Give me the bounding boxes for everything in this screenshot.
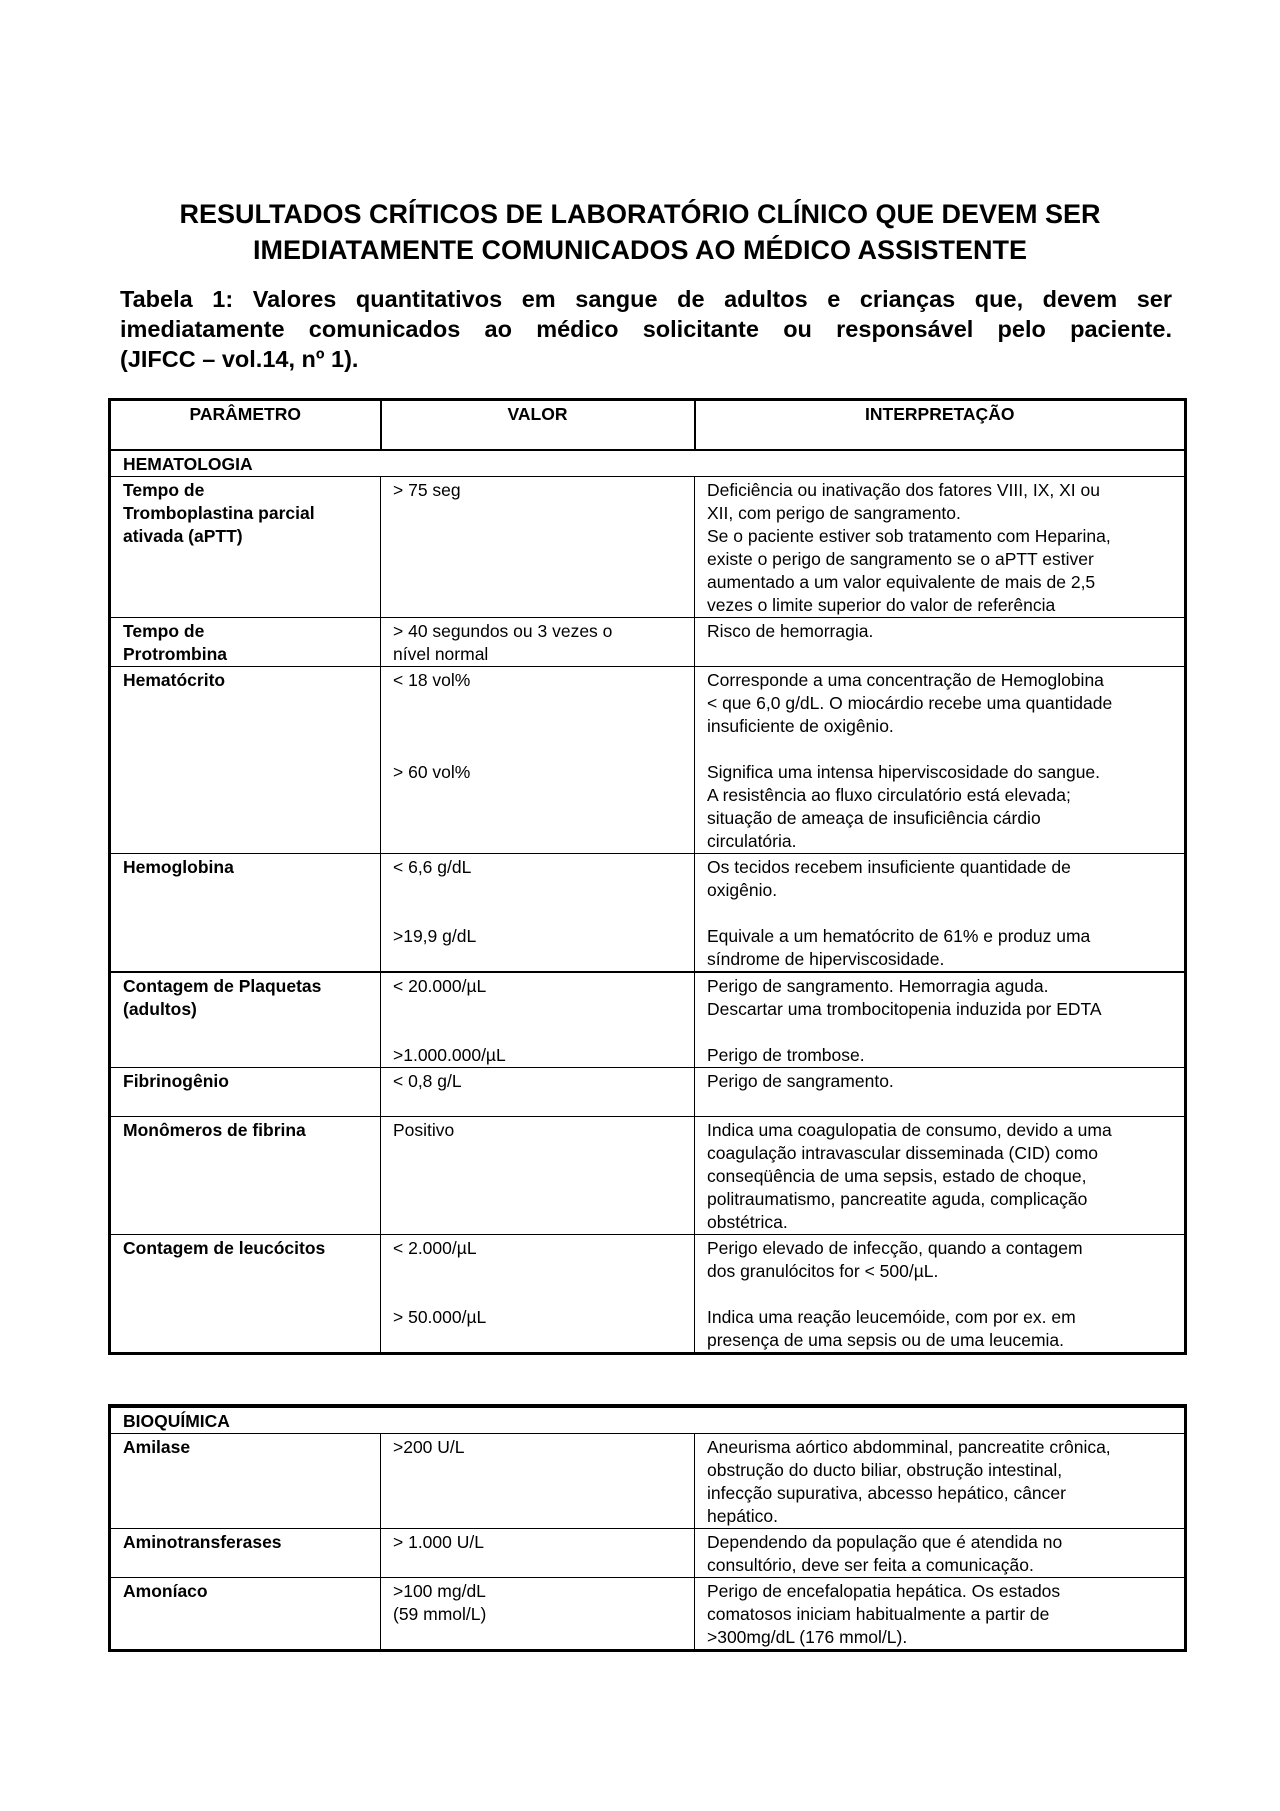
parameter-cell	[110, 1529, 381, 1578]
value-cell	[381, 1529, 695, 1578]
cell-line	[393, 879, 682, 902]
cell-line: comatosos iniciam habitualmente a partir de	[707, 1604, 1050, 1624]
value-cell	[381, 667, 695, 854]
cell-line	[393, 1260, 682, 1283]
table-row	[110, 618, 1186, 667]
cell-line: ativada (aPTT)	[123, 526, 243, 546]
cell-line: situação de ameaça de insuficiência cárdio	[707, 808, 1041, 828]
title-line: RESULTADOS CRÍTICOS DE LABORATÓRIO CLÍNICO QUE DEVEM SER	[179, 199, 1101, 229]
caption-line: Tabela 1: Valores quantitativos em sangue de adultos e crianças que, devem ser	[120, 286, 1172, 312]
table-row	[110, 1235, 1186, 1354]
interpretation-cell	[695, 667, 1186, 854]
parameter-cell	[110, 1117, 381, 1235]
cell-line: Hematócrito	[123, 670, 226, 690]
cell-line: conseqüência de uma sepsis, estado de choque,	[707, 1166, 1087, 1186]
cell-line	[393, 998, 682, 1021]
cell-line: Contagem de leucócitos	[123, 1238, 326, 1258]
value-cell	[381, 1578, 695, 1651]
cell-line: aumentado a um valor equivalente de mais de 2,5	[707, 572, 1096, 592]
cell-line: < 20.000/µL	[393, 976, 487, 996]
cell-line	[393, 692, 682, 715]
cell-line: A resistência ao fluxo circulatório está elevada;	[707, 785, 1071, 805]
cell-line: Tempo de	[123, 480, 205, 500]
cell-line: > 75 seg	[393, 480, 461, 500]
cell-line: Amilase	[123, 1437, 191, 1457]
interpretation-cell	[695, 477, 1186, 618]
cell-line: politraumatismo, pancreatite aguda, complicação	[707, 1189, 1088, 1209]
bioquimica-table	[108, 1404, 1187, 1652]
cell-line: dos granulócitos for < 500/µL.	[707, 1261, 939, 1281]
caption-line: (JIFCC – vol.14, nº 1).	[120, 346, 359, 372]
cell-line	[707, 1093, 1172, 1116]
cell-line: > 50.000/µL	[393, 1307, 487, 1327]
cell-line: >19,9 g/dL	[393, 926, 477, 946]
cell-line: < que 6,0 g/dL. O miocárdio recebe uma quantidade	[707, 693, 1113, 713]
cell-line: Significa uma intensa hiperviscosidade do sangue.	[707, 762, 1101, 782]
table-row	[110, 1578, 1186, 1651]
cell-line: Descartar uma trombocitopenia induzida por EDTA	[707, 999, 1102, 1019]
value-cell	[381, 618, 695, 667]
cell-line	[707, 738, 1172, 761]
table-caption	[120, 284, 1172, 374]
cell-line: presença de uma sepsis ou de uma leucemia.	[707, 1330, 1065, 1350]
cell-line	[393, 1021, 682, 1044]
cell-line	[707, 902, 1172, 925]
interpretation-cell	[695, 1529, 1186, 1578]
cell-line: síndrome de hiperviscosidade.	[707, 949, 945, 969]
interpretation-cell	[695, 972, 1186, 1068]
header-interpretacao: INTERPRETAÇÃO	[695, 400, 1186, 451]
table-row	[110, 1529, 1186, 1578]
cell-line: Corresponde a uma concentração de Hemoglobina	[707, 670, 1104, 690]
value-cell	[381, 1235, 695, 1354]
cell-line: infecção supurativa, abcesso hepático, câncer	[707, 1483, 1066, 1503]
cell-line: Indica uma coagulopatia de consumo, devido a uma	[707, 1120, 1112, 1140]
value-cell	[381, 972, 695, 1068]
cell-line: Dependendo da população que é atendida no	[707, 1532, 1063, 1552]
cell-line: Positivo	[393, 1120, 455, 1140]
value-cell	[381, 1117, 695, 1235]
cell-line: Tempo de	[123, 621, 205, 641]
value-cell	[381, 1068, 695, 1117]
interpretation-cell	[695, 1235, 1186, 1354]
cell-line: Risco de hemorragia.	[707, 621, 874, 641]
cell-line	[393, 715, 682, 738]
cell-line: obstétrica.	[707, 1212, 788, 1232]
header-parametro: PARÂMETRO	[110, 400, 381, 451]
cell-line: >300mg/dL (176 mmol/L).	[707, 1627, 908, 1647]
cell-line: obstrução do ducto biliar, obstrução intestinal,	[707, 1460, 1063, 1480]
parameter-cell	[110, 1434, 381, 1529]
interpretation-cell	[695, 1117, 1186, 1235]
cell-line: Contagem de Plaquetas	[123, 976, 322, 996]
document-title	[120, 196, 1160, 268]
cell-line: Aminotransferases	[123, 1532, 282, 1552]
parameter-cell	[110, 854, 381, 973]
cell-line: coagulação intravascular disseminada (CID) como	[707, 1143, 1099, 1163]
cell-line: >100 mg/dL	[393, 1581, 486, 1601]
section-title: BIOQUÍMICA	[123, 1411, 230, 1431]
cell-line: Se o paciente estiver sob tratamento com Heparina,	[707, 526, 1111, 546]
cell-line: Protrombina	[123, 644, 228, 664]
cell-line: > 1.000 U/L	[393, 1532, 484, 1552]
cell-line: nível normal	[393, 644, 489, 664]
cell-line: Equivale a um hematócrito de 61% e produz uma	[707, 926, 1091, 946]
parameter-cell	[110, 1068, 381, 1117]
title-line: IMEDIATAMENTE COMUNICADOS AO MÉDICO ASSISTENTE	[252, 235, 1027, 265]
value-cell	[381, 854, 695, 973]
cell-line: Deficiência ou inativação dos fatores VIII, IX, XI ou	[707, 480, 1100, 500]
cell-line: Aneurisma aórtico abdomminal, pancreatite crônica,	[707, 1437, 1111, 1457]
table-row	[110, 854, 1186, 973]
cell-line: Hemoglobina	[123, 857, 234, 877]
cell-line: >200 U/L	[393, 1437, 465, 1457]
cell-line: > 60 vol%	[393, 762, 471, 782]
interpretation-cell	[695, 1434, 1186, 1529]
table-row	[110, 477, 1186, 618]
cell-line: Tromboplastina parcial	[123, 503, 315, 523]
cell-line: circulatória.	[707, 831, 797, 851]
table-row	[110, 1117, 1186, 1235]
cell-line	[393, 902, 682, 925]
cell-line: hepático.	[707, 1506, 779, 1526]
value-cell	[381, 477, 695, 618]
interpretation-cell	[695, 1068, 1186, 1117]
cell-line: existe o perigo de sangramento se o aPTT estiver	[707, 549, 1094, 569]
table-row	[110, 972, 1186, 1068]
cell-line: Perigo de trombose.	[707, 1045, 865, 1065]
interpretation-cell	[695, 1578, 1186, 1651]
cell-line: insuficiente de oxigênio.	[707, 716, 894, 736]
table-row	[110, 667, 1186, 854]
cell-line: Amoníaco	[123, 1581, 208, 1601]
header-valor: VALOR	[381, 400, 695, 451]
cell-line: oxigênio.	[707, 880, 778, 900]
cell-line: Os tecidos recebem insuficiente quantidade de	[707, 857, 1071, 877]
cell-line: Perigo elevado de infecção, quando a contagem	[707, 1238, 1083, 1258]
cell-line	[707, 1283, 1172, 1306]
table-row	[110, 1434, 1186, 1529]
table-row	[110, 1068, 1186, 1117]
cell-line: consultório, deve ser feita a comunicação.	[707, 1555, 1034, 1575]
cell-line: (adultos)	[123, 999, 197, 1019]
parameter-cell	[110, 1235, 381, 1354]
interpretation-cell	[695, 618, 1186, 667]
cell-line: >1.000.000/µL	[393, 1045, 506, 1065]
cell-line: > 40 segundos ou 3 vezes o	[393, 621, 613, 641]
cell-line	[393, 1283, 682, 1306]
parameter-cell	[110, 477, 381, 618]
cell-line: vezes o limite superior do valor de referência	[707, 595, 1056, 615]
cell-line: < 0,8 g/L	[393, 1071, 462, 1091]
cell-line: Monômeros de fibrina	[123, 1120, 306, 1140]
cell-line: Perigo de sangramento.	[707, 1071, 894, 1091]
cell-line: < 18 vol%	[393, 670, 471, 690]
value-cell	[381, 1434, 695, 1529]
parameter-cell	[110, 972, 381, 1068]
parameter-cell	[110, 667, 381, 854]
section-title: HEMATOLOGIA	[123, 454, 253, 474]
parameter-cell	[110, 618, 381, 667]
parameter-cell	[110, 1578, 381, 1651]
cell-line	[393, 738, 682, 761]
cell-line: Perigo de sangramento. Hemorragia aguda.	[707, 976, 1049, 996]
cell-line: < 2.000/µL	[393, 1238, 477, 1258]
interpretation-cell	[695, 854, 1186, 973]
cell-line	[707, 1021, 1172, 1044]
cell-line: < 6,6 g/dL	[393, 857, 472, 877]
hematologia-table	[108, 398, 1187, 1355]
cell-line: XII, com perigo de sangramento.	[707, 503, 961, 523]
cell-line: Indica uma reação leucemóide, com por ex. em	[707, 1307, 1076, 1327]
cell-line: (59 mmol/L)	[393, 1604, 487, 1624]
caption-line: imediatamente comunicados ao médico solicitante ou responsável pelo paciente.	[120, 316, 1172, 342]
cell-line: Fibrinogênio	[123, 1071, 229, 1091]
cell-line: Perigo de encefalopatia hepática. Os estados	[707, 1581, 1061, 1601]
